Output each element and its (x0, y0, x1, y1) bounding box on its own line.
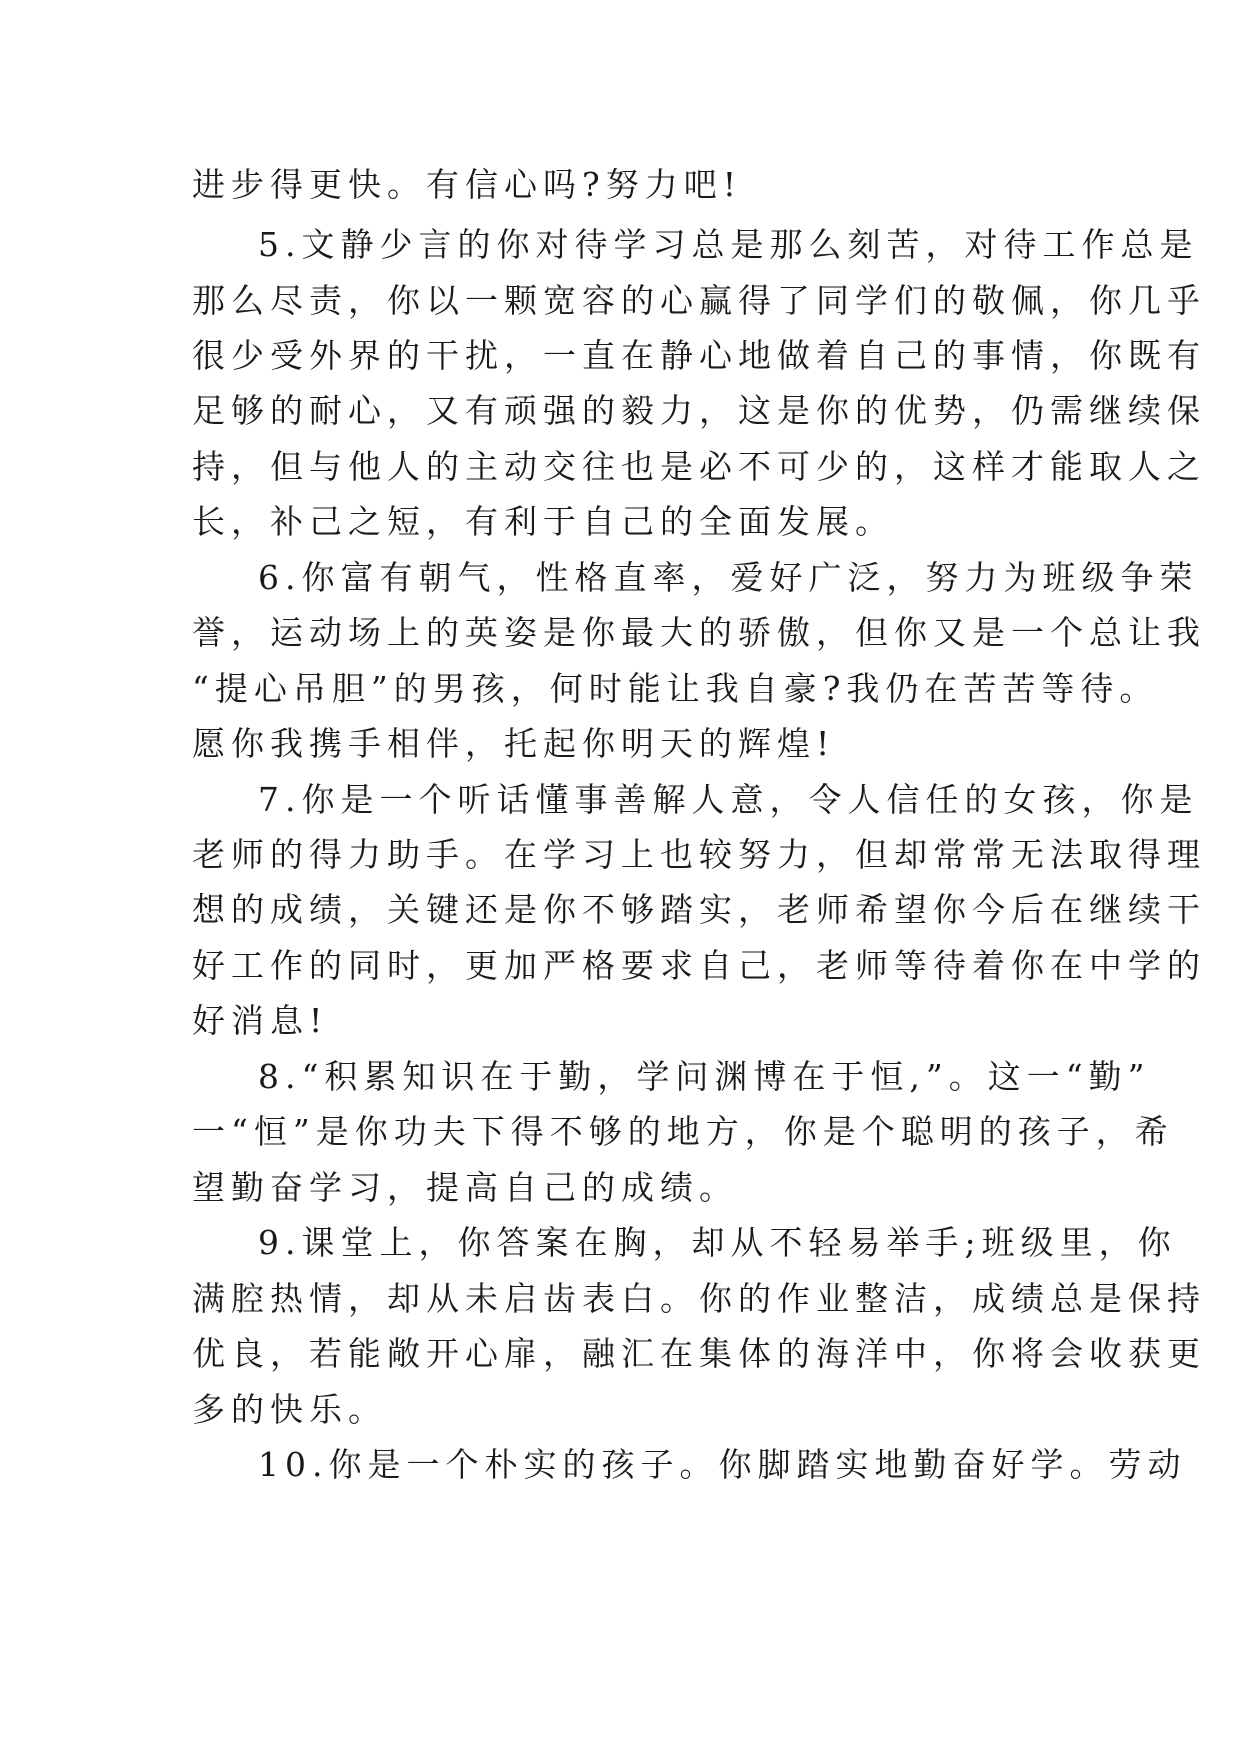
text-line: 那么尽责，你以一颗宽容的心赢得了同学们的敬佩，你几乎 (192, 281, 1206, 320)
text-line: 好工作的同时，更加严格要求自己，老师等待着你在中学的 (192, 946, 1206, 985)
text-line: 一“恒”是你功夫下得不够的地方，你是个聪明的孩子，希 (192, 1112, 1174, 1151)
text-line: 优良，若能敞开心扉，融汇在集体的海洋中，你将会收获更 (192, 1334, 1206, 1373)
text-line: 老师的得力助手。在学习上也较努力，但却常常无法取得理 (192, 835, 1206, 874)
text-line: 满腔热情，却从未启齿表白。你的作业整洁，成绩总是保持 (192, 1279, 1206, 1318)
text-line: 好消息! (192, 1001, 329, 1040)
paragraph-7-start: 7.你是一个听话懂事善解人意，令人信任的女孩，你是 (258, 780, 1199, 819)
text-line: 誉，运动场上的英姿是你最大的骄傲，但你又是一个总让我 (192, 613, 1206, 652)
paragraph-9-start: 9.课堂上，你答案在胸，却从不轻易举手;班级里，你 (258, 1223, 1177, 1262)
text-line: 愿你我携手相伴，托起你明天的辉煌! (192, 724, 836, 763)
text-line: 望勤奋学习，提高自己的成绩。 (192, 1168, 738, 1207)
text-line: 持，但与他人的主动交往也是必不可少的，这样才能取人之 (192, 447, 1206, 486)
paragraph-6-start: 6.你富有朝气，性格直率，爱好广泛，努力为班级争荣 (258, 558, 1199, 597)
text-line: 进步得更快。有信心吗?努力吧! (192, 165, 742, 204)
paragraph-8-start: 8.“积累知识在于勤，学问渊博在于恒,”。这一“勤” (258, 1057, 1151, 1096)
paragraph-5-start: 5.文静少言的你对待学习总是那么刻苦，对待工作总是 (258, 225, 1199, 264)
text-line: “提心吊胆”的男孩，何时能让我自豪?我仍在苦苦等待。 (192, 669, 1159, 708)
text-line: 足够的耐心，又有顽强的毅力，这是你的优势，仍需继续保 (192, 391, 1206, 430)
paragraph-10-start: 10.你是一个朴实的孩子。你脚踏实地勤奋好学。劳动 (258, 1445, 1187, 1484)
text-line: 多的快乐。 (192, 1390, 387, 1429)
text-line: 长，补己之短，有利于自己的全面发展。 (192, 502, 894, 541)
text-line: 很少受外界的干扰，一直在静心地做着自己的事情，你既有 (192, 336, 1206, 375)
text-line: 想的成绩，关键还是你不够踏实，老师希望你今后在继续干 (192, 890, 1206, 929)
